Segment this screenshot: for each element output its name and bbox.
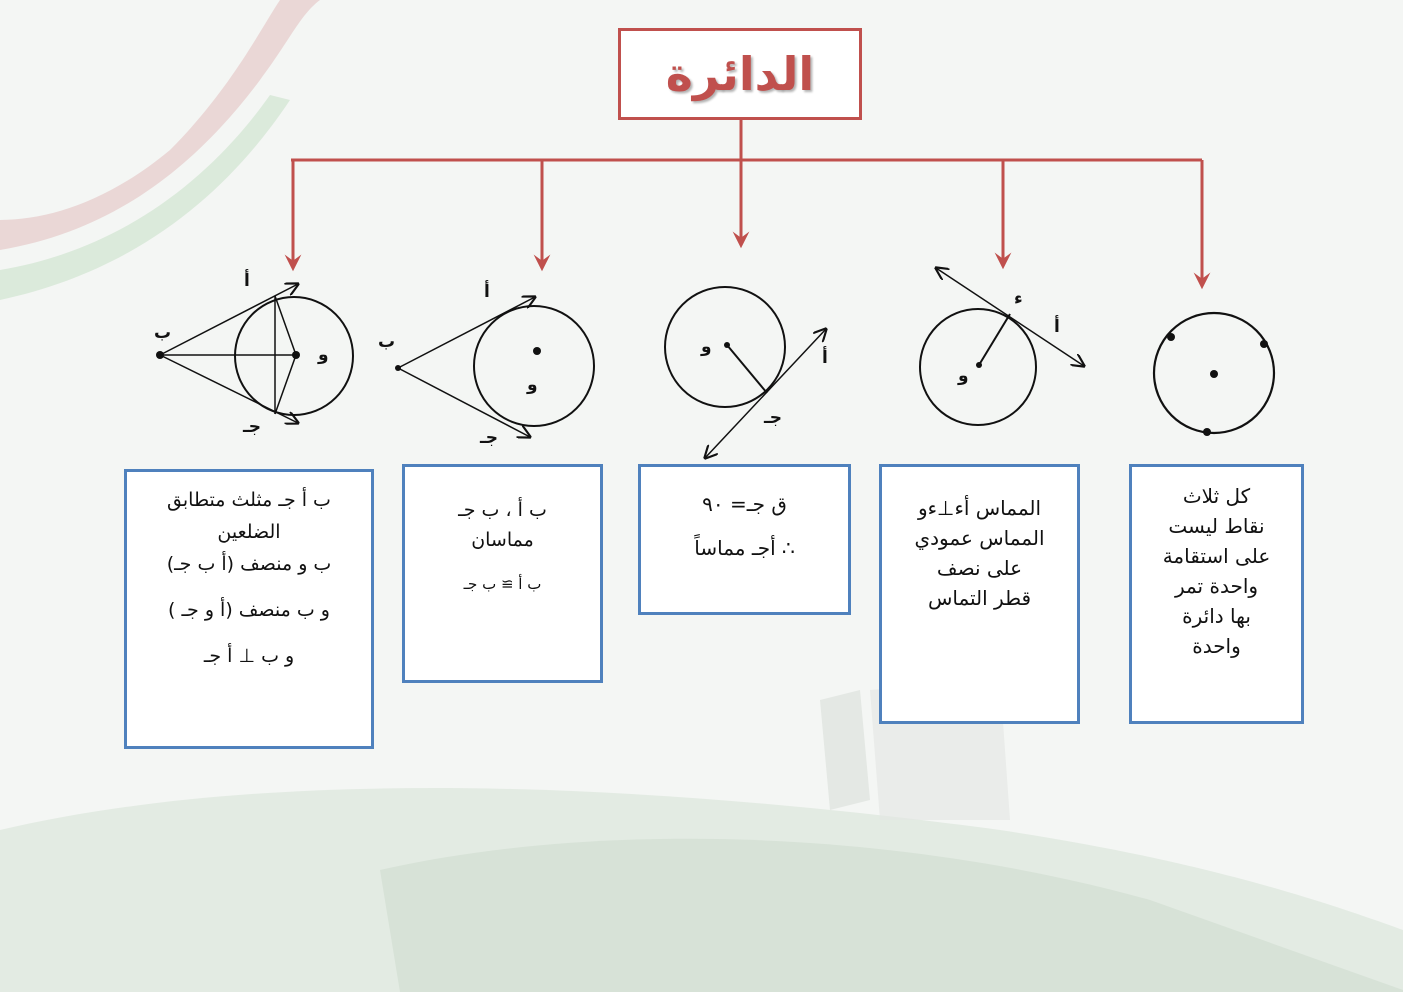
box5-line5: و ب ⊥ أ جـ	[203, 645, 295, 667]
tangent-bc	[160, 355, 298, 423]
label-a: أ	[244, 271, 250, 291]
center-point	[1210, 370, 1218, 378]
box2-line1: المماس أء⊥ءو	[917, 496, 1042, 520]
box-tangent-perpendicular	[879, 464, 1080, 724]
label-a: أ	[1054, 317, 1060, 337]
figure-tangent-perpendicular	[920, 268, 1084, 425]
tangent-ba	[160, 284, 298, 355]
box1-line1: كل ثلاث	[1182, 484, 1251, 508]
box3-line2: ∴ أجـ مماساً	[694, 536, 795, 560]
label-b: ب	[378, 332, 396, 352]
radius-oc	[275, 355, 296, 414]
box4-line3: ب أ ≅ ب جـ	[463, 575, 542, 593]
center-point	[533, 347, 541, 355]
box-tangents-triangle	[124, 469, 374, 749]
box5-line3: ب و منصف (أ ب جـ)	[166, 553, 332, 575]
box3-line1: ق جـ= ٩٠	[702, 492, 787, 516]
label-a: أ	[822, 348, 828, 368]
box1-line3: على استقامة	[1162, 544, 1271, 568]
tangent-line	[936, 268, 1084, 366]
box2-line3: على نصف	[936, 556, 1023, 580]
circle	[474, 306, 594, 426]
label-c: جـ	[243, 417, 262, 437]
box4-line2: مماسان	[471, 529, 534, 551]
radius	[727, 345, 767, 393]
tangent-bc	[398, 368, 530, 437]
label-o: و	[701, 337, 712, 357]
tangent-ba	[398, 297, 535, 368]
box-three-points	[1129, 464, 1304, 724]
box2-line2: المماس عمودي	[914, 526, 1045, 550]
radius	[979, 314, 1010, 365]
point-1	[1167, 333, 1175, 341]
radius-oa	[275, 296, 296, 355]
point-2	[1260, 340, 1268, 348]
box4-line1: ب أ ، ب جـ	[458, 499, 547, 521]
box-converse	[638, 464, 851, 615]
label-a: أ	[484, 282, 490, 302]
box5-line2: الضلعين	[217, 521, 281, 543]
label-o: و	[527, 375, 538, 395]
label-c: جـ	[764, 408, 783, 428]
figure-two-tangents	[378, 280, 594, 448]
point-3	[1203, 428, 1211, 436]
label-b: ب	[154, 323, 172, 343]
box1-line6: واحدة	[1192, 634, 1241, 658]
figure-converse-tangent	[665, 287, 828, 458]
label-o: و	[318, 345, 329, 365]
box1-line4: واحدة تمر	[1174, 574, 1259, 598]
connector-tree	[291, 120, 1202, 283]
label-c: جـ	[480, 428, 499, 448]
box1-line5: بها دائرة	[1182, 604, 1251, 628]
tangent-line	[705, 329, 826, 458]
box-two-tangents	[402, 464, 603, 683]
label-o: و	[958, 366, 969, 386]
figure-three-points	[1154, 313, 1274, 436]
box2-line4: قطر التماس	[927, 586, 1032, 610]
box1-line2: نقاط ليست	[1168, 514, 1265, 538]
box5-line4: و ب منصف (أ و جـ )	[168, 599, 330, 621]
diagram-title: الدائرة	[618, 28, 862, 120]
box5-line1: ب أ جـ مثلث متطابق	[167, 489, 331, 511]
figure-tangents-triangle	[154, 269, 353, 437]
label-d: ء	[1014, 289, 1023, 309]
